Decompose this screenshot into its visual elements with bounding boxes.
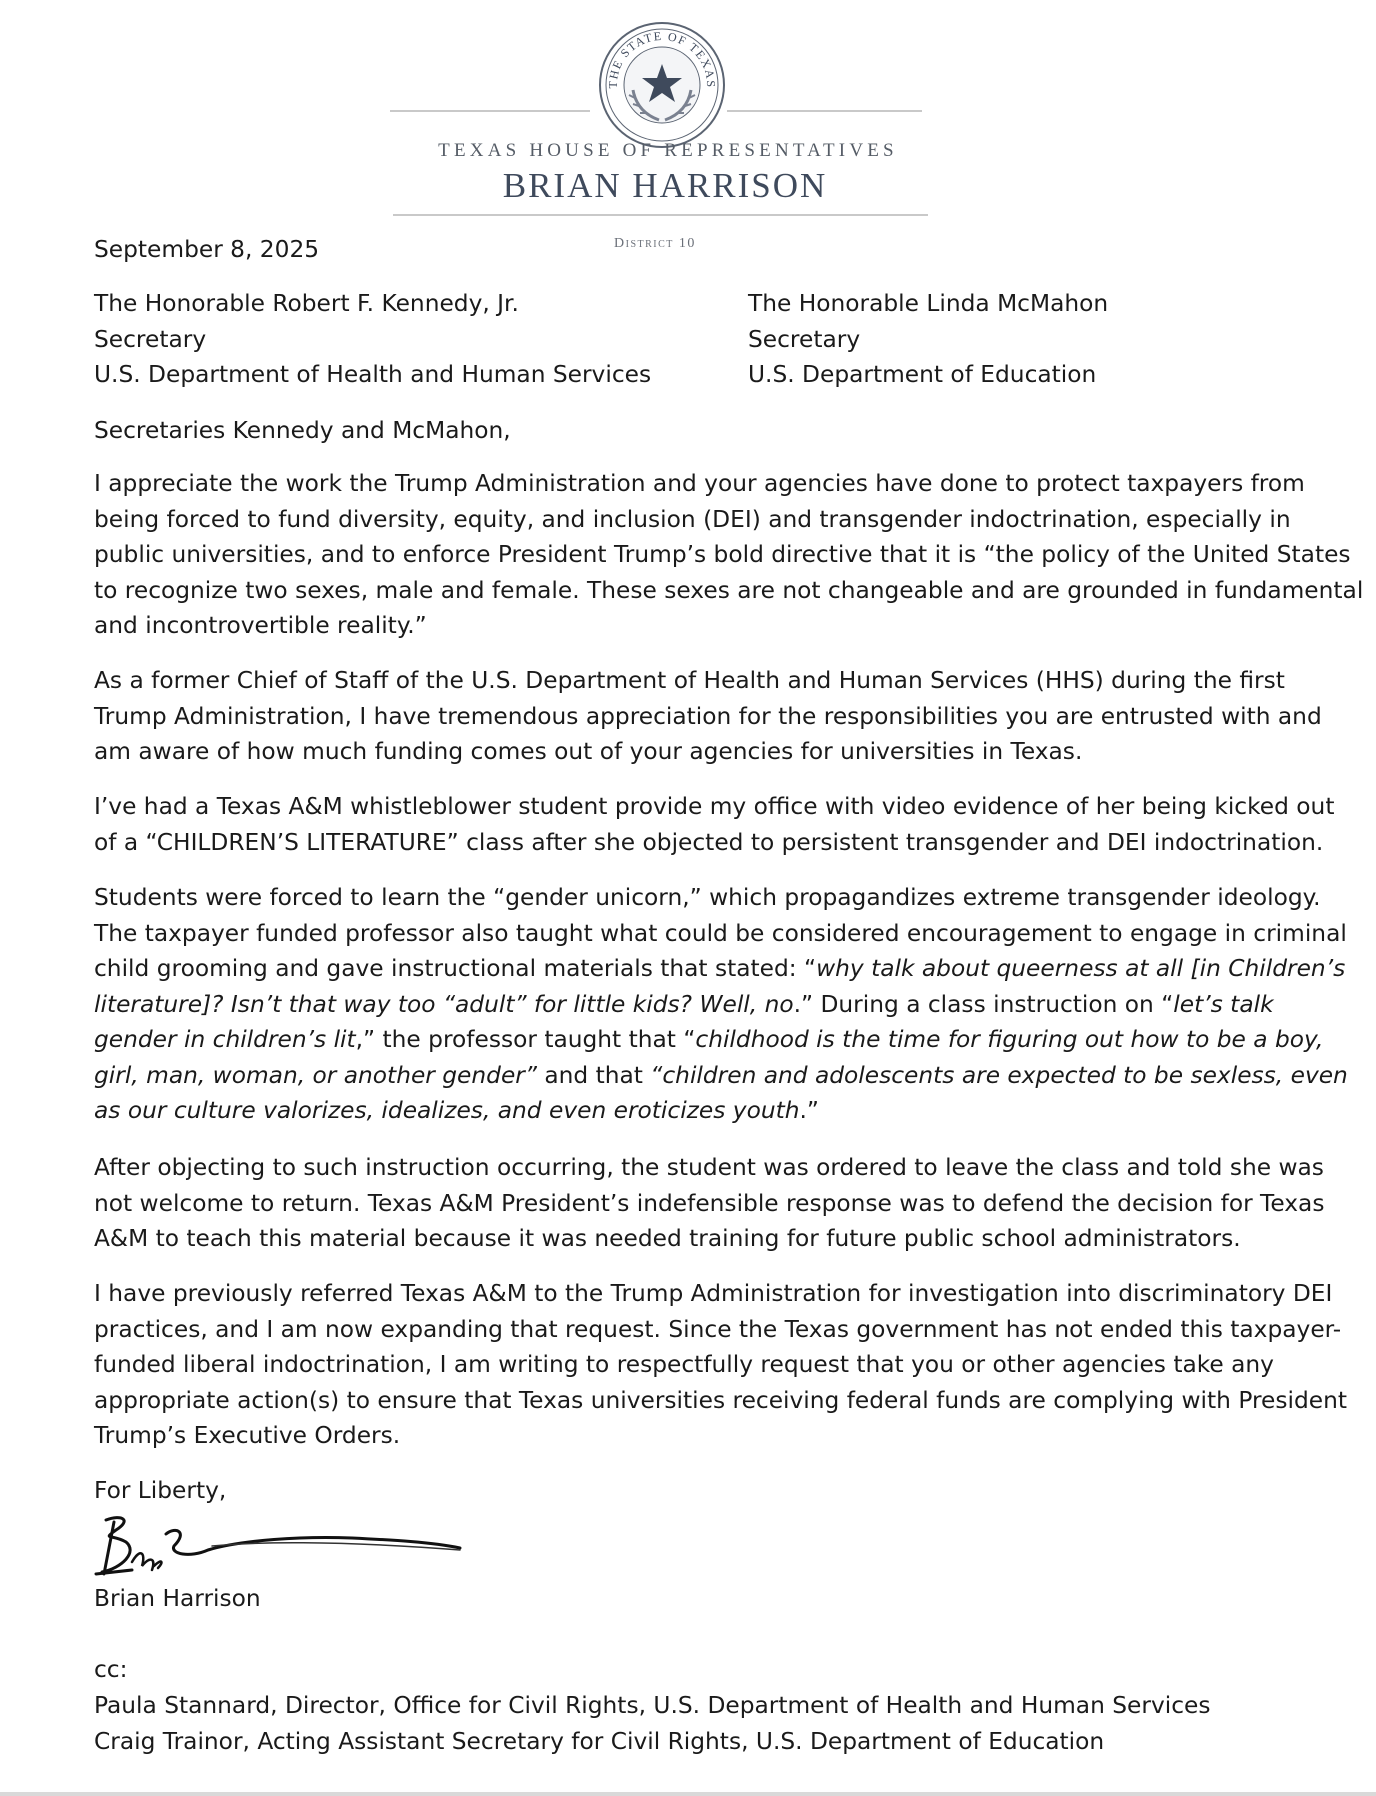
paragraph-line xyxy=(94,987,1334,1023)
recipient-right-name: The Honorable Linda McMahon xyxy=(748,290,1109,317)
paragraph-line: practices, and I am now expanding that request. Since the Texas government has not ended this taxpayer- xyxy=(94,1315,1342,1343)
paragraph-line: Trump Administration, I have tremendous appreciation for the responsibilities you are entrusted with and xyxy=(94,702,1322,730)
quoted-text: as our culture valorizes, idealizes, and even eroticizes youth xyxy=(94,1097,800,1124)
paragraph-5 xyxy=(94,1150,1334,1257)
text-run: ,” the professor taught that “ xyxy=(355,1026,696,1053)
text-run: .” xyxy=(799,1097,819,1124)
text-run: .” During a class instruction on “ xyxy=(793,990,1174,1018)
texas-seal-icon xyxy=(597,20,727,150)
paragraph-line: being forced to fund diversity, equity, and inclusion (DEI) and transgender indoctrination, especially in xyxy=(94,505,1291,533)
recipient-right xyxy=(748,286,1108,393)
letterhead-house: TEXAS HOUSE OF REPRESENTATIVES xyxy=(438,140,898,161)
paragraph-line xyxy=(94,1022,1334,1058)
paragraph-line: appropriate action(s) to ensure that Texas universities receiving federal funds are complying with President xyxy=(94,1386,1348,1414)
paragraph-line xyxy=(94,951,1346,987)
paragraph-line xyxy=(94,1093,1334,1129)
paragraph-line: of a “CHILDREN’S LITERATURE” class after she objected to persistent transgender and DEI indoctrination. xyxy=(94,828,1324,856)
paragraph-line: Trump’s Executive Orders. xyxy=(94,1422,401,1449)
recipient-left-name: The Honorable Robert F. Kennedy, Jr. xyxy=(94,290,519,317)
page-bottom-rule xyxy=(0,1792,1376,1796)
salutation: Secretaries Kennedy and McMahon, xyxy=(94,417,511,444)
letter-date: September 8, 2025 xyxy=(94,236,320,263)
svg-text:THE STATE OF TEXAS: THE STATE OF TEXAS xyxy=(605,28,719,89)
paragraph-line: not welcome to return. Texas A&M President’s indefensible response was to defend the decision for Texas xyxy=(94,1189,1325,1217)
quoted-text: “children and adolescents are expected to be sexless, even xyxy=(650,1061,1348,1089)
paragraph-line: am aware of how much funding comes out of your agencies for universities in Texas. xyxy=(94,738,1083,765)
paragraph-line: A&M to teach this material because it was needed training for future public school administrators. xyxy=(94,1225,1241,1252)
quoted-text: let’s talk xyxy=(1173,990,1274,1018)
text-run: and that xyxy=(536,1061,651,1089)
paragraph-2 xyxy=(94,663,1334,770)
text-run: child grooming and gave instructional materials that stated: “ xyxy=(94,955,817,982)
cc-recipient: Paula Stannard, Director, Office for Civil Rights, U.S. Department of Health and Human Services xyxy=(94,1692,1211,1719)
cc-recipient: Craig Trainor, Acting Assistant Secretary for Civil Rights, U.S. Department of Education xyxy=(94,1728,1105,1755)
recipient-left xyxy=(94,286,651,393)
paragraph-line xyxy=(94,1058,1348,1094)
letterhead-rule-left xyxy=(390,110,590,112)
paragraph-line: The taxpayer funded professor also taught what could be considered encouragement to engage in criminal xyxy=(94,919,1347,947)
signature-icon xyxy=(92,1512,472,1582)
letterhead xyxy=(0,0,1376,250)
paragraph-line: After objecting to such instruction occurring, the student was ordered to leave the class and told she was xyxy=(94,1154,1324,1181)
quoted-text: why talk about queerness at all [in Children’s xyxy=(816,955,1346,982)
recipient-right-department: U.S. Department of Education xyxy=(748,361,1097,388)
letterhead-name: BRIAN HARRISON xyxy=(502,166,828,205)
quoted-text: girl, man, woman, or another gender” xyxy=(94,1061,537,1089)
paragraph-4 xyxy=(94,880,1348,1129)
paragraph-line: and incontrovertible reality.” xyxy=(94,612,427,639)
paragraph-line: As a former Chief of Staff of the U.S. Department of Health and Human Services (HHS) during the first xyxy=(94,667,1285,694)
paragraph-1 xyxy=(94,466,1364,644)
paragraph-line: to recognize two sexes, male and female. These sexes are not changeable and are grounded in fundamental xyxy=(94,576,1364,604)
signer-name: Brian Harrison xyxy=(94,1585,261,1612)
letterhead-rule-bottom xyxy=(393,214,928,216)
paragraph-line: public universities, and to enforce President Trump’s bold directive that it is “the policy of the United States xyxy=(94,541,1351,568)
letterhead-district: District 10 xyxy=(614,236,696,251)
paragraph-line: I appreciate the work the Trump Administration and your agencies have done to protect taxpayers from xyxy=(94,470,1305,497)
paragraph-6 xyxy=(94,1276,1348,1454)
paragraph-line: funded liberal indoctrination, I am writing to respectfully request that you or other agencies take any xyxy=(94,1351,1274,1378)
quoted-text: childhood is the time for figuring out how to be a boy, xyxy=(695,1026,1324,1053)
paragraph-line: I’ve had a Texas A&M whistleblower student provide my office with video evidence of her being kicked out xyxy=(94,793,1335,820)
paragraph-line: Students were forced to learn the “gender unicorn,” which propagandizes extreme transgender ideology. xyxy=(94,884,1321,911)
paragraph-3 xyxy=(94,789,1334,860)
paragraph-line: I have previously referred Texas A&M to the Trump Administration for investigation into discriminatory DEI xyxy=(94,1280,1333,1307)
recipient-left-department: U.S. Department of Health and Human Services xyxy=(94,361,652,388)
letterhead-rule-right xyxy=(727,110,922,112)
quoted-text: literature]? Isn’t that way too “adult” for little kids? Well, no xyxy=(94,990,794,1018)
cc-label: cc: xyxy=(94,1656,128,1683)
closing: For Liberty, xyxy=(94,1477,227,1504)
quoted-text: gender in children’s lit xyxy=(94,1026,356,1053)
recipient-left-title: Secretary xyxy=(94,325,207,353)
recipient-right-title: Secretary xyxy=(748,325,861,353)
